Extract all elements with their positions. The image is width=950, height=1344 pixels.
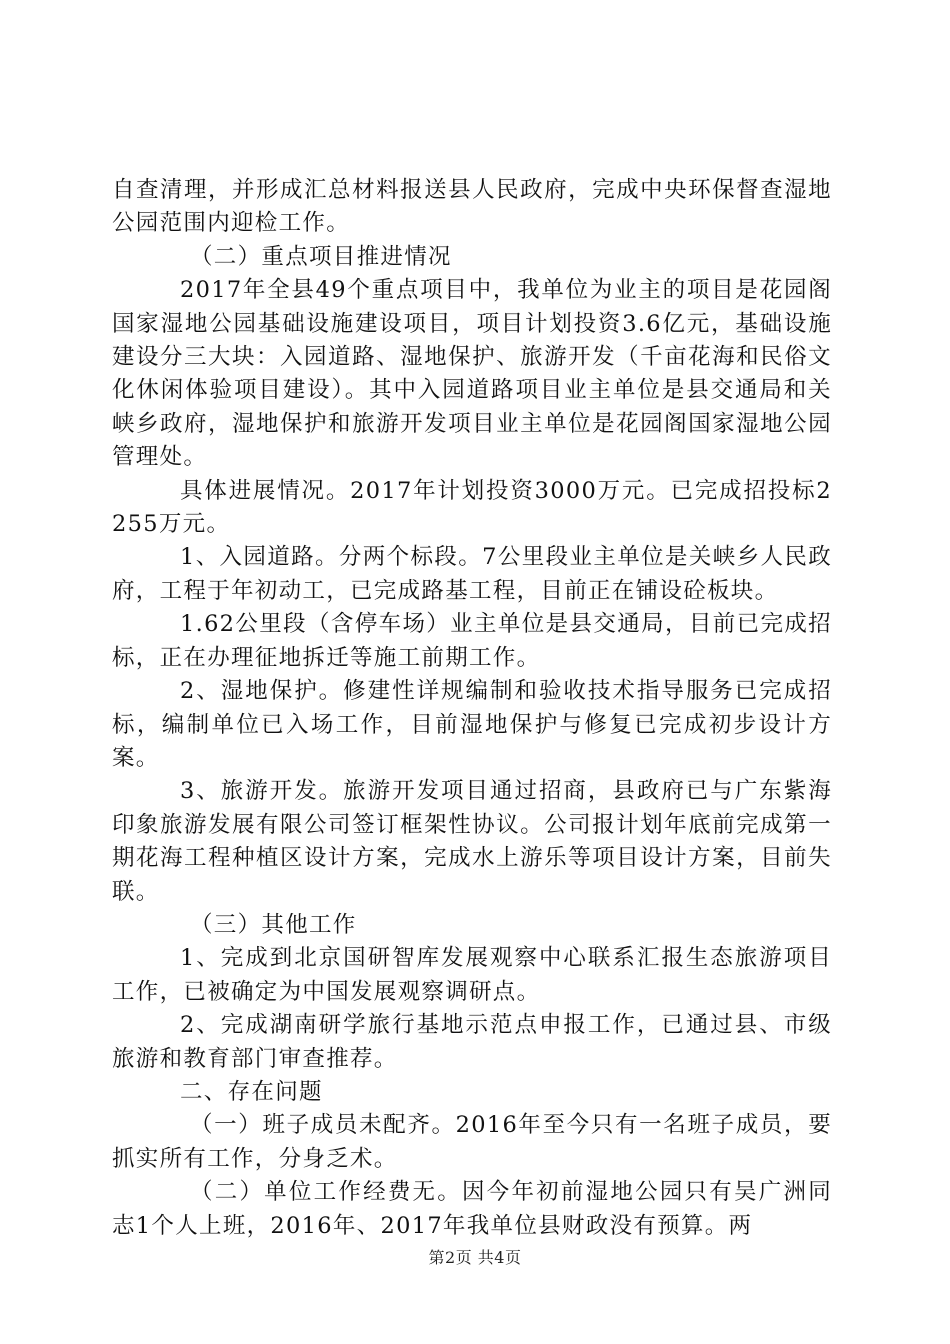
paragraph: （二）单位工作经费无。因今年初前湿地公园只有吴广洲同志1个人上班，2016年、2017年我单位县财政没有预算。两: [112, 1179, 832, 1239]
page-number: 第2页 共4页: [428, 1248, 522, 1267]
section-heading: （三）其他工作: [190, 911, 357, 938]
paragraph: 1、入园道路。分两个标段。7公里段业主单位是关峡乡人民政府，工程于年初动工，已完成路基工程，目前正在铺设砼板块。: [112, 544, 832, 604]
section-heading: （二）重点项目推进情况: [190, 243, 452, 270]
paragraph: 2017年全县49个重点项目中，我单位为业主的项目是花园阁国家湿地公园基础设施建设项目，项目计划投资3.6亿元，基础设施建设分三大块：入园道路、湿地保护、旅游开发（千亩花海和民俗文化休闲体验项目建设）。其中入园道路项目业主单位是县交通局和关峡乡政府，湿地保护和旅游开发项目业主单位是花园阁国家湿地公园管理处。: [112, 277, 832, 471]
paragraph: 自查清理，并形成汇总材料报送县人民政府，完成中央环保督查湿地公园范围内迎检工作。: [112, 177, 832, 237]
document-body: [112, 174, 832, 1243]
paragraph: 3、旅游开发。旅游开发项目通过招商，县政府已与广东紫海印象旅游发展有限公司签订框架性协议。公司报计划年底前完成第一期花海工程种植区设计方案，完成水上游乐等项目设计方案，目前失联。: [112, 778, 832, 905]
paragraph: （一）班子成员未配齐。2016年至今只有一名班子成员，要抓实所有工作，分身乏术。: [112, 1112, 832, 1172]
paragraph: 2、湿地保护。修建性详规编制和验收技术指导服务已完成招标，编制单位已入场工作，目前湿地保护与修复已完成初步设计方案。: [112, 678, 832, 771]
paragraph: 1.62公里段（含停车场）业主单位是县交通局，目前已完成招标，正在办理征地拆迁等施工前期工作。: [112, 611, 832, 671]
section-heading: 二、存在问题: [180, 1078, 323, 1105]
paragraph: 2、完成湖南研学旅行基地示范点申报工作，已通过县、市级旅游和教育部门审查推荐。: [112, 1012, 832, 1072]
paragraph: 具体进展情况。2017年计划投资3000万元。已完成招投标2255万元。: [112, 477, 832, 538]
paragraph: 1、完成到北京国研智库发展观察中心联系汇报生态旅游项目工作，已被确定为中国发展观察调研点。: [112, 945, 832, 1005]
